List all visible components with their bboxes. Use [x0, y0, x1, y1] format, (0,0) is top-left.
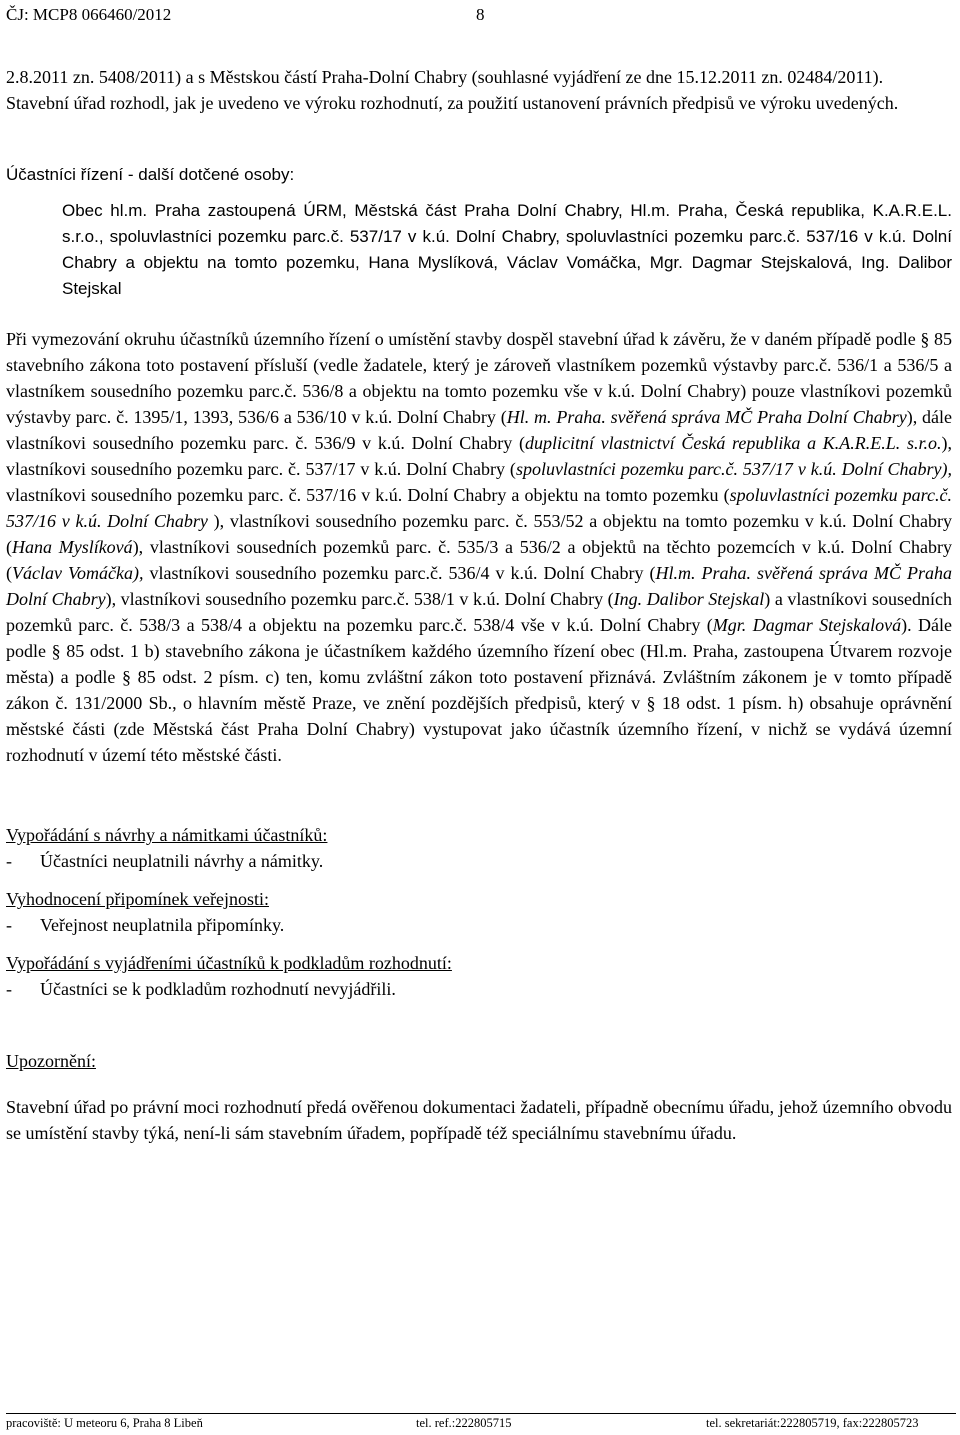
page-number: 8 [476, 5, 485, 24]
footer-tel-secretariat: tel. sekretariát:222805719, fax:222805723 [706, 1416, 919, 1430]
warning-heading: Upozornění: [6, 1051, 96, 1071]
warning-text: Stavební úřad po právní moci rozhodnutí předá ověřenou dokumentaci žadateli, případně obecnímu úřadu, jehož územního obvodu se umístění stavby týká, není-li sám stavebním úřadem, popřípadě též speciálnímu stavebnímu úřadu. [6, 1097, 952, 1143]
decision-paragraph: Stavební úřad rozhodl, jak je uvedeno ve výroku rozhodnutí, za použití ustanovení právních předpisů ve výroku uvedených. [6, 93, 899, 113]
section-heading-public: Vyhodnocení připomínek veřejnosti: [6, 889, 269, 909]
footer-divider [6, 1413, 956, 1414]
participants-reasoning: Při vymezování okruhu účastníků územního řízení o umístění stavby dospěl stavební úřad k závěru, že v daném případě podle § 85 stavebního zákona toto postavení přísluší (vedle žadatele, který je zároveň vlastníkem pozemků výstavby parc.č. 536/1 a 536/5 a vlastníkem sousedního pozemku parc.č. 536/8 a objektu na tomto pozemku vše v k.ú. Dolní Chabry) pouze vlastníkovi pozemků výstavby parc. č. 1395/1, 1393, 536/6 a 536/10 v k.ú. Dolní Chabry (Hl. m. Praha. svěřená správa MČ Praha Dolní Chabry), dále vlastníkovi sousedního pozemku parc. č. 536/9 v k.ú. Dolní Chabry (duplicitní vlastnictví Česká republika a K.A.R.E.L. s.r.o.), vlastníkovi sousedního pozemku parc. č. 537/17 v k.ú. Dolní Chabry (spoluvlastníci pozemku parc.č. 537/17 v k.ú. Dolní Chabry), vlastníkovi sousedního pozemku parc. č. 537/16 v k.ú. Dolní Chabry a objektu na tomto pozemku (spoluvlastníci pozemku parc.č. 537/16 v k.ú. Dolní Chabry ), vlastníkovi sousedního pozemku parc. č. 553/52 a objektu na tomto pozemku v k.ú. Dolní Chabry (Hana Myslíková), vlastníkovi sousedních pozemků parc. č. 535/3 a 536/2 a objektů na těchto pozemcích v k.ú. Dolní Chabry (Václav Vomáčka), vlastníkovi sousedního pozemku parc.č. 536/4 v k.ú. Dolní Chabry (Hl.m. Praha. svěřená správa MČ Praha Dolní Chabry), vlastníkovi sousedního pozemku parc.č. 538/1 v k.ú. Dolní Chabry (Ing. Dalibor Stejskal) a vlastníkovi sousedních pozemků parc. č. 538/3 a 538/4 a objektu na pozemku parc.č. 538/4 vše v k.ú. Dolní Chabry (Mgr. Dagmar Stejskalová). Dále podle § 85 odst. 1 b) stavebního zákona je účastníkem každého územního řízení obec (Hl.m. Praha, zastoupena Útvarem rozvoje města) a podle § 85 odst. 2 písm. c) ten, komu zvláštní zákon toto postavení přiznává. Zvláštním zákonem je v tomto případě zákon č. 131/2000 Sb., o hlavním městě Praze, ve znění pozdějších předpisů, který v § 18 odst. 1 písm. h) obsahuje oprávnění městské části (zde Městská část Praha Dolní Chabry) vystupovat jako účastník územního řízení, v nichž se vydává územní rozhodnutí v území této městské části. [6, 329, 953, 765]
document-id: ČJ: MCP8 066460/2012 [6, 5, 172, 24]
section-item-public: - Veřejnost neuplatnila připomínky. [6, 915, 285, 935]
section-heading-objections: Vypořádání s návrhy a námitkami účastníků: [6, 825, 328, 845]
intro-paragraph: 2.8.2011 zn. 5408/2011) a s Městskou částí Praha-Dolní Chabry (souhlasné vyjádření ze dne 15.12.2011 zn. 02484/2011). [6, 67, 884, 87]
section-item-statements: - Účastníci se k podkladům rozhodnutí nevyjádřili. [6, 979, 396, 999]
section-heading-statements: Vypořádání s vyjádřeními účastníků k podkladům rozhodnutí: [6, 953, 452, 973]
participants-heading: Účastníci řízení - další dotčené osoby: [6, 165, 295, 184]
section-item-objections: - Účastníci neuplatnili návrhy a námitky. [6, 851, 324, 871]
footer-workplace: pracoviště: U meteoru 6, Praha 8 Libeň [6, 1416, 203, 1430]
participants-list: Obec hl.m. Praha zastoupená ÚRM, Městská část Praha Dolní Chabry, Hl.m. Praha, Česká republika, K.A.R.E.L. s.r.o., spoluvlastníci pozemku parc.č. 537/17 v k.ú. Dolní Chabry, spoluvlastníci pozemku parc.č. 537/16 v k.ú. Dolní Chabry a objektu na tomto pozemku, Hana Myslíková, Václav Vomáčka, Mgr. Dagmar Stejskalová, Ing. Dalibor Stejskal [62, 201, 952, 298]
participants-block [6, 162, 952, 302]
footer-tel-ref: tel. ref.:222805715 [416, 1416, 512, 1430]
document-body [6, 64, 952, 1146]
page-header [6, 5, 485, 25]
